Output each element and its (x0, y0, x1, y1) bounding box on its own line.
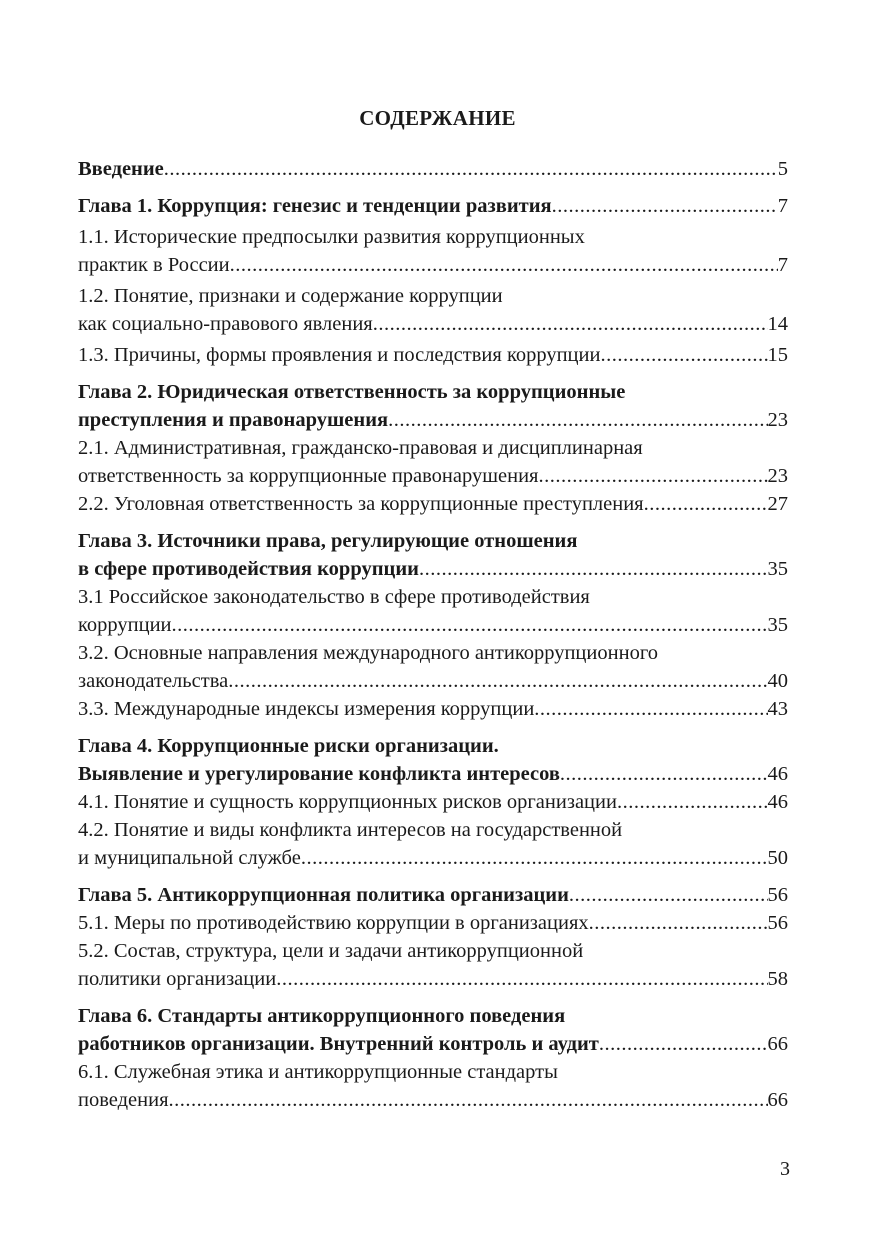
toc-entry-title: 3.3. Международные индексы измерения коррупции (78, 698, 535, 720)
toc-chapter-entry[interactable] (78, 378, 788, 434)
toc-line (78, 667, 788, 695)
dot-leader (589, 909, 768, 937)
toc-entry-title: Глава 2. Юридическая ответственность за коррупционные (78, 381, 626, 403)
toc-line (78, 527, 788, 555)
dot-leader (539, 462, 768, 490)
toc-chapter-entry[interactable] (78, 732, 788, 788)
dot-leader (600, 341, 767, 369)
chapter-gap (78, 723, 788, 732)
toc-page-number: 66 (767, 1033, 788, 1055)
toc-page-number: 46 (767, 791, 788, 813)
dot-leader (419, 555, 768, 583)
toc-line (78, 909, 788, 937)
table-of-contents (78, 155, 788, 1114)
dot-leader (276, 965, 767, 993)
dot-leader (560, 760, 768, 788)
dot-leader (534, 695, 767, 723)
dot-leader (373, 310, 768, 338)
toc-page-number: 40 (767, 670, 788, 692)
toc-entry-title: коррупции (78, 614, 172, 636)
toc-entry-title: работников организации. Внутренний контроль и аудит (78, 1033, 599, 1055)
dot-leader (172, 611, 768, 639)
toc-entry-title: в сфере противодействия коррупции (78, 558, 419, 580)
toc-page-number: 46 (767, 763, 788, 785)
toc-page-number: 27 (767, 493, 788, 515)
toc-line (78, 490, 788, 518)
dot-leader (301, 844, 768, 872)
toc-entry-title: 2.1. Административная, гражданско-правовая и дисциплинарная (78, 437, 643, 459)
toc-line (78, 965, 788, 993)
toc-chapter-entry[interactable] (78, 881, 788, 909)
toc-line (78, 155, 788, 183)
toc-line (78, 310, 788, 338)
toc-section-entry[interactable] (78, 937, 788, 993)
toc-chapter-entry[interactable] (78, 192, 788, 220)
toc-line (78, 555, 788, 583)
toc-entry-title: как социально-правового явления (78, 313, 373, 335)
toc-section-entry[interactable] (78, 490, 788, 518)
chapter-gap (78, 369, 788, 378)
chapter-gap (78, 183, 788, 192)
dot-leader (599, 1030, 768, 1058)
toc-line (78, 406, 788, 434)
toc-page-number: 56 (767, 912, 788, 934)
chapter-gap (78, 993, 788, 1002)
toc-entry-title: 1.1. Исторические предпосылки развития коррупционных (78, 226, 585, 248)
toc-line (78, 341, 788, 369)
toc-entry-title: политики организации (78, 968, 277, 990)
toc-line (78, 282, 788, 310)
toc-line (78, 378, 788, 406)
toc-line (78, 844, 788, 872)
toc-section-entry[interactable] (78, 909, 788, 937)
toc-page-number: 23 (767, 409, 788, 431)
toc-page-number: 35 (767, 558, 788, 580)
toc-page-number: 15 (767, 344, 788, 366)
toc-chapter-entry[interactable] (78, 1002, 788, 1058)
toc-section-entry[interactable] (78, 282, 788, 338)
toc-section-entry[interactable] (78, 223, 788, 279)
toc-page-number: 56 (767, 884, 788, 906)
dot-leader (552, 192, 778, 220)
toc-section-entry[interactable] (78, 583, 788, 639)
toc-line (78, 192, 788, 220)
dot-leader (230, 251, 778, 279)
toc-entry-title: 2.2. Уголовная ответственность за коррупционные преступления (78, 493, 644, 515)
toc-line (78, 223, 788, 251)
toc-entry-title: 3.2. Основные направления международного антикоррупционного (78, 642, 658, 664)
toc-page-number: 14 (767, 313, 788, 335)
toc-page-number: 50 (767, 847, 788, 869)
toc-line (78, 611, 788, 639)
toc-entry-title: и муниципальной службе (78, 847, 301, 869)
toc-entry-title: 4.2. Понятие и виды конфликта интересов на государственной (78, 819, 623, 841)
toc-section-entry[interactable] (78, 816, 788, 872)
toc-entry-title: Глава 6. Стандарты антикоррупционного поведения (78, 1005, 566, 1027)
page-title: СОДЕРЖАНИЕ (359, 106, 516, 130)
dot-leader (169, 1086, 768, 1114)
toc-section-entry[interactable] (78, 788, 788, 816)
toc-line (78, 434, 788, 462)
toc-entry-title: преступления и правонарушения (78, 409, 389, 431)
toc-section-entry[interactable] (78, 434, 788, 490)
toc-entry-title: Глава 1. Коррупция: генезис и тенденции развития (78, 195, 552, 217)
toc-page-number: 58 (767, 968, 788, 990)
toc-entry-title: Выявление и урегулирование конфликта интересов (78, 763, 560, 785)
toc-line (78, 1086, 788, 1114)
toc-page-number: 66 (767, 1089, 788, 1111)
toc-entry-title: 4.1. Понятие и сущность коррупционных рисков организации (78, 791, 617, 813)
toc-line (78, 732, 788, 760)
toc-chapter-entry[interactable] (78, 527, 788, 583)
dot-leader (644, 490, 768, 518)
chapter-gap (78, 872, 788, 881)
toc-line (78, 1058, 788, 1086)
dot-leader (569, 881, 768, 909)
toc-entry-title: 6.1. Служебная этика и антикоррупционные стандарты (78, 1061, 558, 1083)
toc-line (78, 462, 788, 490)
toc-entry-title: 1.2. Понятие, признаки и содержание коррупции (78, 285, 503, 307)
toc-page-number: 23 (767, 465, 788, 487)
toc-entry-title: поведения (78, 1089, 169, 1111)
toc-section-entry[interactable] (78, 695, 788, 723)
toc-entry-title: Введение (78, 158, 164, 180)
toc-entry-title: ответственность за коррупционные правонарушения (78, 465, 539, 487)
toc-line (78, 1002, 788, 1030)
dot-leader (228, 667, 767, 695)
toc-page-number: 5 (777, 158, 788, 180)
toc-entry-title: Глава 5. Антикоррупционная политика организации (78, 884, 569, 906)
dot-leader (164, 155, 778, 183)
toc-line (78, 760, 788, 788)
toc-chapter-entry[interactable] (78, 155, 788, 183)
chapter-gap (78, 518, 788, 527)
toc-line (78, 881, 788, 909)
toc-entry-title: 5.1. Меры по противодействию коррупции в организациях (78, 912, 589, 934)
toc-page-number: 7 (777, 254, 788, 276)
toc-line (78, 1030, 788, 1058)
toc-entry-title: Глава 4. Коррупционные риски организации. (78, 735, 499, 757)
toc-line (78, 937, 788, 965)
toc-entry-title: законодательства (78, 670, 229, 692)
toc-line (78, 695, 788, 723)
toc-page-number: 7 (777, 195, 788, 217)
dot-leader (617, 788, 768, 816)
toc-line (78, 583, 788, 611)
toc-line (78, 639, 788, 667)
toc-page-number: 35 (767, 614, 788, 636)
toc-line (78, 251, 788, 279)
toc-line (78, 816, 788, 844)
toc-entry-title: 5.2. Состав, структура, цели и задачи антикоррупционной (78, 940, 584, 962)
toc-page-number: 43 (767, 698, 788, 720)
page-number: 3 (780, 1158, 790, 1180)
toc-section-entry[interactable] (78, 639, 788, 695)
toc-entry-title: 1.3. Причины, формы проявления и последствия коррупции (78, 344, 601, 366)
toc-entry-title: 3.1 Российское законодательство в сфере противодействия (78, 586, 590, 608)
toc-line (78, 788, 788, 816)
toc-entry-title: Глава 3. Источники права, регулирующие отношения (78, 530, 578, 552)
toc-entry-title: практик в России (78, 254, 230, 276)
toc-section-entry[interactable] (78, 341, 788, 369)
toc-section-entry[interactable] (78, 1058, 788, 1114)
dot-leader (388, 406, 767, 434)
